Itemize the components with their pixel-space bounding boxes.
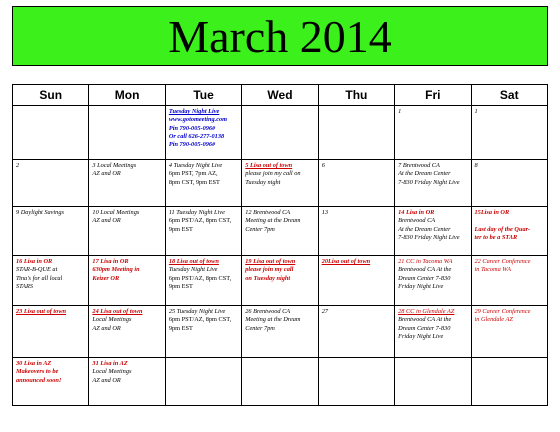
event-line: 6: [321, 162, 325, 169]
event-line: 23 Lisa out of town: [16, 308, 67, 315]
event-line: 12 Brentwood CA: [245, 209, 291, 216]
event-line: 22 Career Conference: [474, 258, 531, 265]
event-line: 6pm PST, 7pm AZ,: [168, 170, 218, 178]
day-cell-wed: [242, 106, 318, 160]
event-line: Brentwood CA At the: [398, 266, 452, 274]
event-line: 9pm EST: [168, 282, 193, 290]
month-title-banner: [12, 6, 548, 66]
event-line: 21 CC in Tacoma WA: [398, 258, 453, 265]
day-cell-sun: [13, 358, 89, 406]
event-line: 3 Local Meetings: [92, 162, 137, 169]
event-line: AZ and OR: [92, 217, 121, 225]
event-line: 16 Lisa in OR: [16, 258, 53, 265]
event-line: 6pm PST/AZ, 8pm CST,: [168, 316, 232, 324]
event-line: 30 Lisa in AZ: [16, 360, 52, 367]
day-cell-tue: [165, 256, 241, 306]
event-line: Friday Night Live: [398, 332, 444, 340]
event-line: 26 Brentwood CA: [245, 308, 291, 315]
day-cell-mon: [89, 256, 165, 306]
event-line: [475, 217, 545, 225]
day-cell-mon: [89, 306, 165, 358]
event-line: Local Meetings: [92, 316, 132, 324]
day-header-mon: Mon: [89, 85, 165, 106]
event-line: 8: [474, 162, 478, 169]
event-line: 1: [474, 108, 478, 115]
day-header-wed: Wed: [242, 85, 318, 106]
day-cell-tue: [165, 106, 241, 160]
day-cell-thu: [318, 306, 394, 358]
event-line: 14 Lisa in OR: [398, 209, 435, 216]
day-cell-mon: [89, 106, 165, 160]
event-line: STAR-B-QUE at: [16, 266, 58, 274]
event-line: 7-830 Friday Night Live: [398, 233, 460, 241]
day-cell-sun: [13, 256, 89, 306]
event-line: 9pm EST: [168, 324, 193, 332]
event-line: Tina's for all local: [16, 274, 63, 282]
day-cell-tue: [165, 306, 241, 358]
event-line: AZ and OR: [92, 376, 121, 384]
day-cell-wed: [242, 256, 318, 306]
day-cell-thu: [318, 207, 394, 256]
day-cell-wed: [242, 207, 318, 256]
month-title: March 2014: [168, 10, 392, 62]
day-cell-sat: [471, 256, 547, 306]
event-line: STARS: [16, 282, 34, 290]
event-line: Local Meetings: [92, 368, 132, 376]
day-cell-thu: [318, 256, 394, 306]
day-cell-fri: [395, 160, 471, 207]
event-line: 25 Tuesday Night Live: [168, 308, 226, 315]
day-header-thu: Thu: [318, 85, 394, 106]
event-line: 17 Lisa in OR: [92, 258, 129, 265]
day-cell-wed: [242, 160, 318, 207]
event-line: Tuesday night: [245, 178, 281, 186]
day-cell-mon: [89, 207, 165, 256]
day-cell-tue: [165, 207, 241, 256]
event-line: ter to be a STAR: [474, 233, 518, 241]
event-line: 7-830 Friday Night Live: [398, 178, 460, 186]
event-line: 31 Lisa in AZ: [92, 360, 128, 367]
event-line: please join my call: [245, 266, 294, 274]
calendar-week-row: [13, 160, 548, 207]
day-cell-sun: [13, 306, 89, 358]
calendar-week-row: [13, 106, 548, 160]
day-cell-sat: [471, 306, 547, 358]
day-cell-wed: [242, 306, 318, 358]
day-header-row: [13, 85, 548, 106]
event-line: 6pm PST/AZ, 8pm CST,: [168, 217, 232, 225]
event-line: AZ and OR: [92, 324, 121, 332]
event-line: 630pm Meeting in: [92, 266, 140, 274]
event-line: Meeting at the Dream: [245, 217, 301, 225]
calendar-week-row: [13, 358, 548, 406]
event-line: 4 Tuesday Night Live: [168, 162, 223, 169]
day-cell-fri: [395, 358, 471, 406]
event-line: Dream Center 7-830: [398, 274, 451, 282]
day-cell-fri: [395, 207, 471, 256]
day-cell-sun: [13, 106, 89, 160]
event-line: Friday Night Live: [398, 282, 444, 290]
day-cell-sat: [471, 160, 547, 207]
event-line: Dream Center 7-830: [398, 324, 451, 332]
event-line: 27: [321, 308, 328, 315]
event-line: Tuesday Night Live: [168, 266, 218, 274]
event-line: Last day of the Quar-: [474, 225, 531, 233]
event-line: Pin 790-005-096#: [168, 124, 216, 132]
event-line: 10 Local Meetings: [92, 209, 140, 216]
event-line: 11 Tuesday Night Live: [168, 209, 225, 216]
day-cell-mon: [89, 160, 165, 207]
calendar-week-row: [13, 207, 548, 256]
event-line: 9pm EST: [168, 225, 193, 233]
day-cell-sun: [13, 207, 89, 256]
event-line: 20Lisa out of town: [321, 258, 371, 265]
event-line: 9 Daylight Savings: [16, 209, 64, 216]
event-line: Center 7pm: [245, 324, 275, 332]
day-header-fri: Fri: [395, 85, 471, 106]
event-line: www.gotomeeting.com: [168, 116, 228, 124]
event-line: 18 Lisa out of town: [168, 258, 219, 265]
event-line: AZ and OR: [92, 170, 121, 178]
calendar-week-row: [13, 256, 548, 306]
day-cell-wed: [242, 358, 318, 406]
day-cell-thu: [318, 160, 394, 207]
event-line: in Tacoma WA: [474, 266, 511, 274]
event-line: in Glendale AZ: [474, 316, 513, 324]
event-line: Meeting at the Dream: [245, 316, 301, 324]
event-line: Center 7pm: [245, 225, 275, 233]
day-cell-fri: [395, 306, 471, 358]
day-cell-sun: [13, 160, 89, 207]
event-line: 28 CC in Glendale AZ: [398, 308, 455, 315]
day-cell-sat: [471, 358, 547, 406]
event-line: 19 Lisa out of town: [245, 258, 296, 265]
event-line: Or call 626-277-0138: [168, 132, 225, 140]
day-cell-sat: [471, 106, 547, 160]
event-line: 8pm CST, 9pm EST: [168, 178, 220, 186]
day-cell-thu: [318, 358, 394, 406]
day-cell-fri: [395, 106, 471, 160]
event-line: 5 Lisa out of town: [245, 162, 293, 169]
day-cell-mon: [89, 358, 165, 406]
day-header-sat: Sat: [471, 85, 547, 106]
event-line: please join my call on: [245, 170, 301, 178]
day-header-sun: Sun: [13, 85, 89, 106]
event-line: Keizer OR: [92, 274, 120, 282]
event-line: on Tuesday night: [245, 274, 291, 282]
event-line: 24 Lisa out of town: [92, 308, 143, 315]
calendar-grid: [12, 84, 548, 406]
event-line: 2: [16, 162, 20, 169]
event-line: 7 Brentwood CA: [398, 162, 440, 169]
event-line: 6pm PST/AZ, 8pm CST,: [168, 274, 232, 282]
day-header-tue: Tue: [165, 85, 241, 106]
event-line: Brentwood CA: [398, 217, 436, 225]
day-cell-tue: [165, 160, 241, 207]
day-cell-tue: [165, 358, 241, 406]
event-line: Brentwood CA At the: [398, 316, 452, 324]
event-line: Pin 790-005-096#: [168, 141, 216, 149]
day-cell-fri: [395, 256, 471, 306]
event-line: At the Dream Center: [398, 225, 451, 233]
event-line: 1: [398, 108, 402, 115]
event-line: 29 Career Conference: [474, 308, 531, 315]
day-cell-sat: [471, 207, 547, 256]
day-cell-thu: [318, 106, 394, 160]
event-line: Makeovers to be: [16, 368, 59, 376]
event-line: Tuesday Night Live: [168, 108, 220, 115]
event-line: At the Dream Center: [398, 170, 451, 178]
calendar-week-row: [13, 306, 548, 358]
event-line: 15Lisa in OR: [474, 209, 510, 216]
event-line: 13: [321, 209, 328, 216]
event-line: announced soon!: [16, 376, 62, 384]
